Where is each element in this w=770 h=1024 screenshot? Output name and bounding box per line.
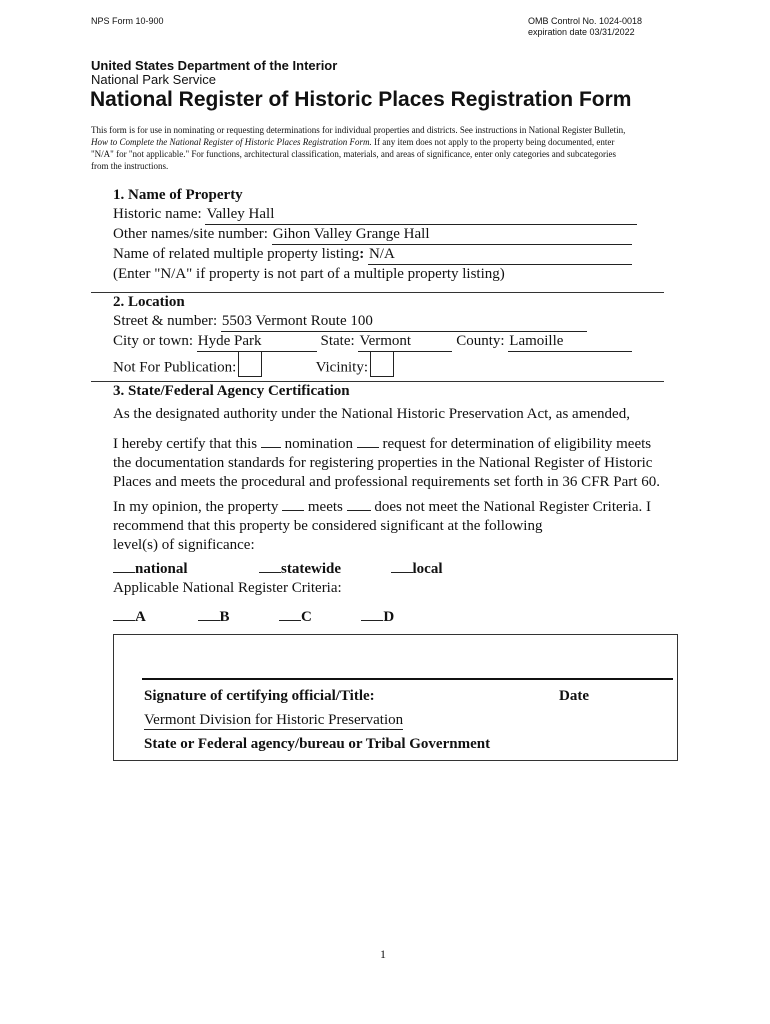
section-2 <box>113 293 632 381</box>
request-blank[interactable] <box>357 434 379 448</box>
page-number: 1 <box>380 947 386 961</box>
does-not-meet-blank[interactable] <box>347 497 371 511</box>
criteria-a-blank[interactable] <box>113 607 135 621</box>
opinion-line-1 <box>113 497 660 517</box>
statewide-blank[interactable] <box>259 559 281 573</box>
criteria-a: A <box>135 609 146 625</box>
certify-line-2: the documentation standards for registering properties in the National Register of Historic <box>113 455 653 471</box>
service-name: National Park Service <box>91 72 216 87</box>
state-label: State: <box>320 333 359 349</box>
level-statewide: statewide <box>281 561 342 577</box>
omb-control-number: OMB Control No. 1024-0018 <box>528 16 643 26</box>
other-names-field[interactable]: Gihon Valley Grange Hall <box>272 225 632 245</box>
date-label: Date <box>559 688 589 704</box>
intro-line-2-rest: If any item does not apply to the property being documented, enter <box>371 137 615 147</box>
intro-bulletin-title: How to Complete the National Register of Historic Places Registration Form. <box>91 137 372 147</box>
not-for-publication-label: Not For Publication: <box>113 359 237 376</box>
intro-line-4: from the instructions. <box>91 161 169 171</box>
not-for-publication-checkbox[interactable] <box>238 351 262 377</box>
related-listing-note: (Enter "N/A" if property is not part of a multiple property listing) <box>113 266 505 282</box>
nomination-label: nomination <box>280 436 357 452</box>
criteria-d: D <box>383 609 395 625</box>
signature-line[interactable] <box>142 678 673 680</box>
level-local: local <box>412 561 443 577</box>
certify-text-2: request for determination of eligibility meets <box>378 436 652 452</box>
criteria-b-blank[interactable] <box>198 607 220 621</box>
historic-name-field[interactable]: Valley Hall <box>205 205 637 225</box>
intro-line-2 <box>91 136 625 148</box>
intro-text <box>91 124 625 172</box>
criteria-c-blank[interactable] <box>279 607 301 621</box>
form-number: NPS Form 10-900 <box>91 16 164 26</box>
other-names-row <box>113 225 637 245</box>
section-1 <box>113 186 637 284</box>
county-field[interactable]: Lamoille <box>508 332 632 352</box>
historic-name-label: Historic name: <box>113 206 206 222</box>
certify-line-1 <box>113 434 660 454</box>
criteria-row <box>113 607 660 627</box>
local-blank[interactable] <box>391 559 413 573</box>
publication-row <box>113 355 632 381</box>
vicinity-label: Vicinity: <box>315 359 369 376</box>
city-field[interactable]: Hyde Park <box>197 332 317 352</box>
nomination-blank[interactable] <box>261 434 281 448</box>
agency-value-wrap <box>144 712 403 730</box>
certify-text-1: I hereby certify that this <box>113 436 261 452</box>
opinion-line-3: level(s) of significance: <box>113 537 255 553</box>
city-state-county-row <box>113 332 632 352</box>
expiration-date: expiration date 03/31/2022 <box>528 27 635 37</box>
certify-line-3: Places and meets the procedural and professional requirements set forth in 36 CFR Part 60. <box>113 474 660 490</box>
significance-levels <box>113 559 660 579</box>
section-3 <box>113 382 660 627</box>
signature-label: Signature of certifying official/Title: <box>144 688 375 704</box>
city-label: City or town: <box>113 333 197 349</box>
agency-value[interactable]: Vermont Division for Historic Preservation <box>144 712 404 728</box>
criteria-b: B <box>219 609 230 625</box>
related-listing-row <box>113 245 637 265</box>
intro-line-3: "N/A" for "not applicable." For functions, architectural classification, materials, and areas of significance, enter only categories and subcategories <box>91 149 617 159</box>
section-2-heading: 2. Location <box>113 294 185 310</box>
criteria-c: C <box>301 609 312 625</box>
street-label: Street & number: <box>113 313 221 329</box>
related-listing-field[interactable]: N/A <box>368 245 632 265</box>
opinion-line-2: recommend that this property be considered significant at the following <box>113 518 543 534</box>
signature-box <box>113 634 678 761</box>
street-field[interactable]: 5503 Vermont Route 100 <box>221 312 587 332</box>
related-listing-colon: : <box>359 246 368 262</box>
level-national: national <box>135 561 188 577</box>
criteria-d-blank[interactable] <box>361 607 383 621</box>
criteria-label: Applicable National Register Criteria: <box>113 580 342 596</box>
department-name: United States Department of the Interior <box>91 58 338 73</box>
authority-statement: As the designated authority under the National Historic Preservation Act, as amended, <box>113 406 630 422</box>
historic-name-row <box>113 205 637 225</box>
opinion-text-2: does not meet the National Register Criteria. I <box>370 499 651 515</box>
section-3-heading: 3. State/Federal Agency Certification <box>113 383 350 399</box>
other-names-label: Other names/site number: <box>113 226 272 242</box>
vicinity-checkbox[interactable] <box>370 351 394 377</box>
meets-blank[interactable] <box>282 497 304 511</box>
opinion-text-1: In my opinion, the property <box>113 499 283 515</box>
intro-line-1: This form is for use in nominating or requesting determinations for individual properties and districts. See instructions in National Register Bulletin, <box>91 125 626 135</box>
street-row <box>113 312 632 332</box>
section-1-heading: 1. Name of Property <box>113 187 243 203</box>
national-blank[interactable] <box>113 559 135 573</box>
related-listing-label: Name of related multiple property listing <box>113 246 360 262</box>
meets-label: meets <box>304 499 347 515</box>
agency-label: State or Federal agency/bureau or Tribal Government <box>144 736 491 752</box>
page-title: National Register of Historic Places Registration Form <box>90 88 632 111</box>
state-field[interactable]: Vermont <box>358 332 452 352</box>
county-label: County: <box>456 333 509 349</box>
